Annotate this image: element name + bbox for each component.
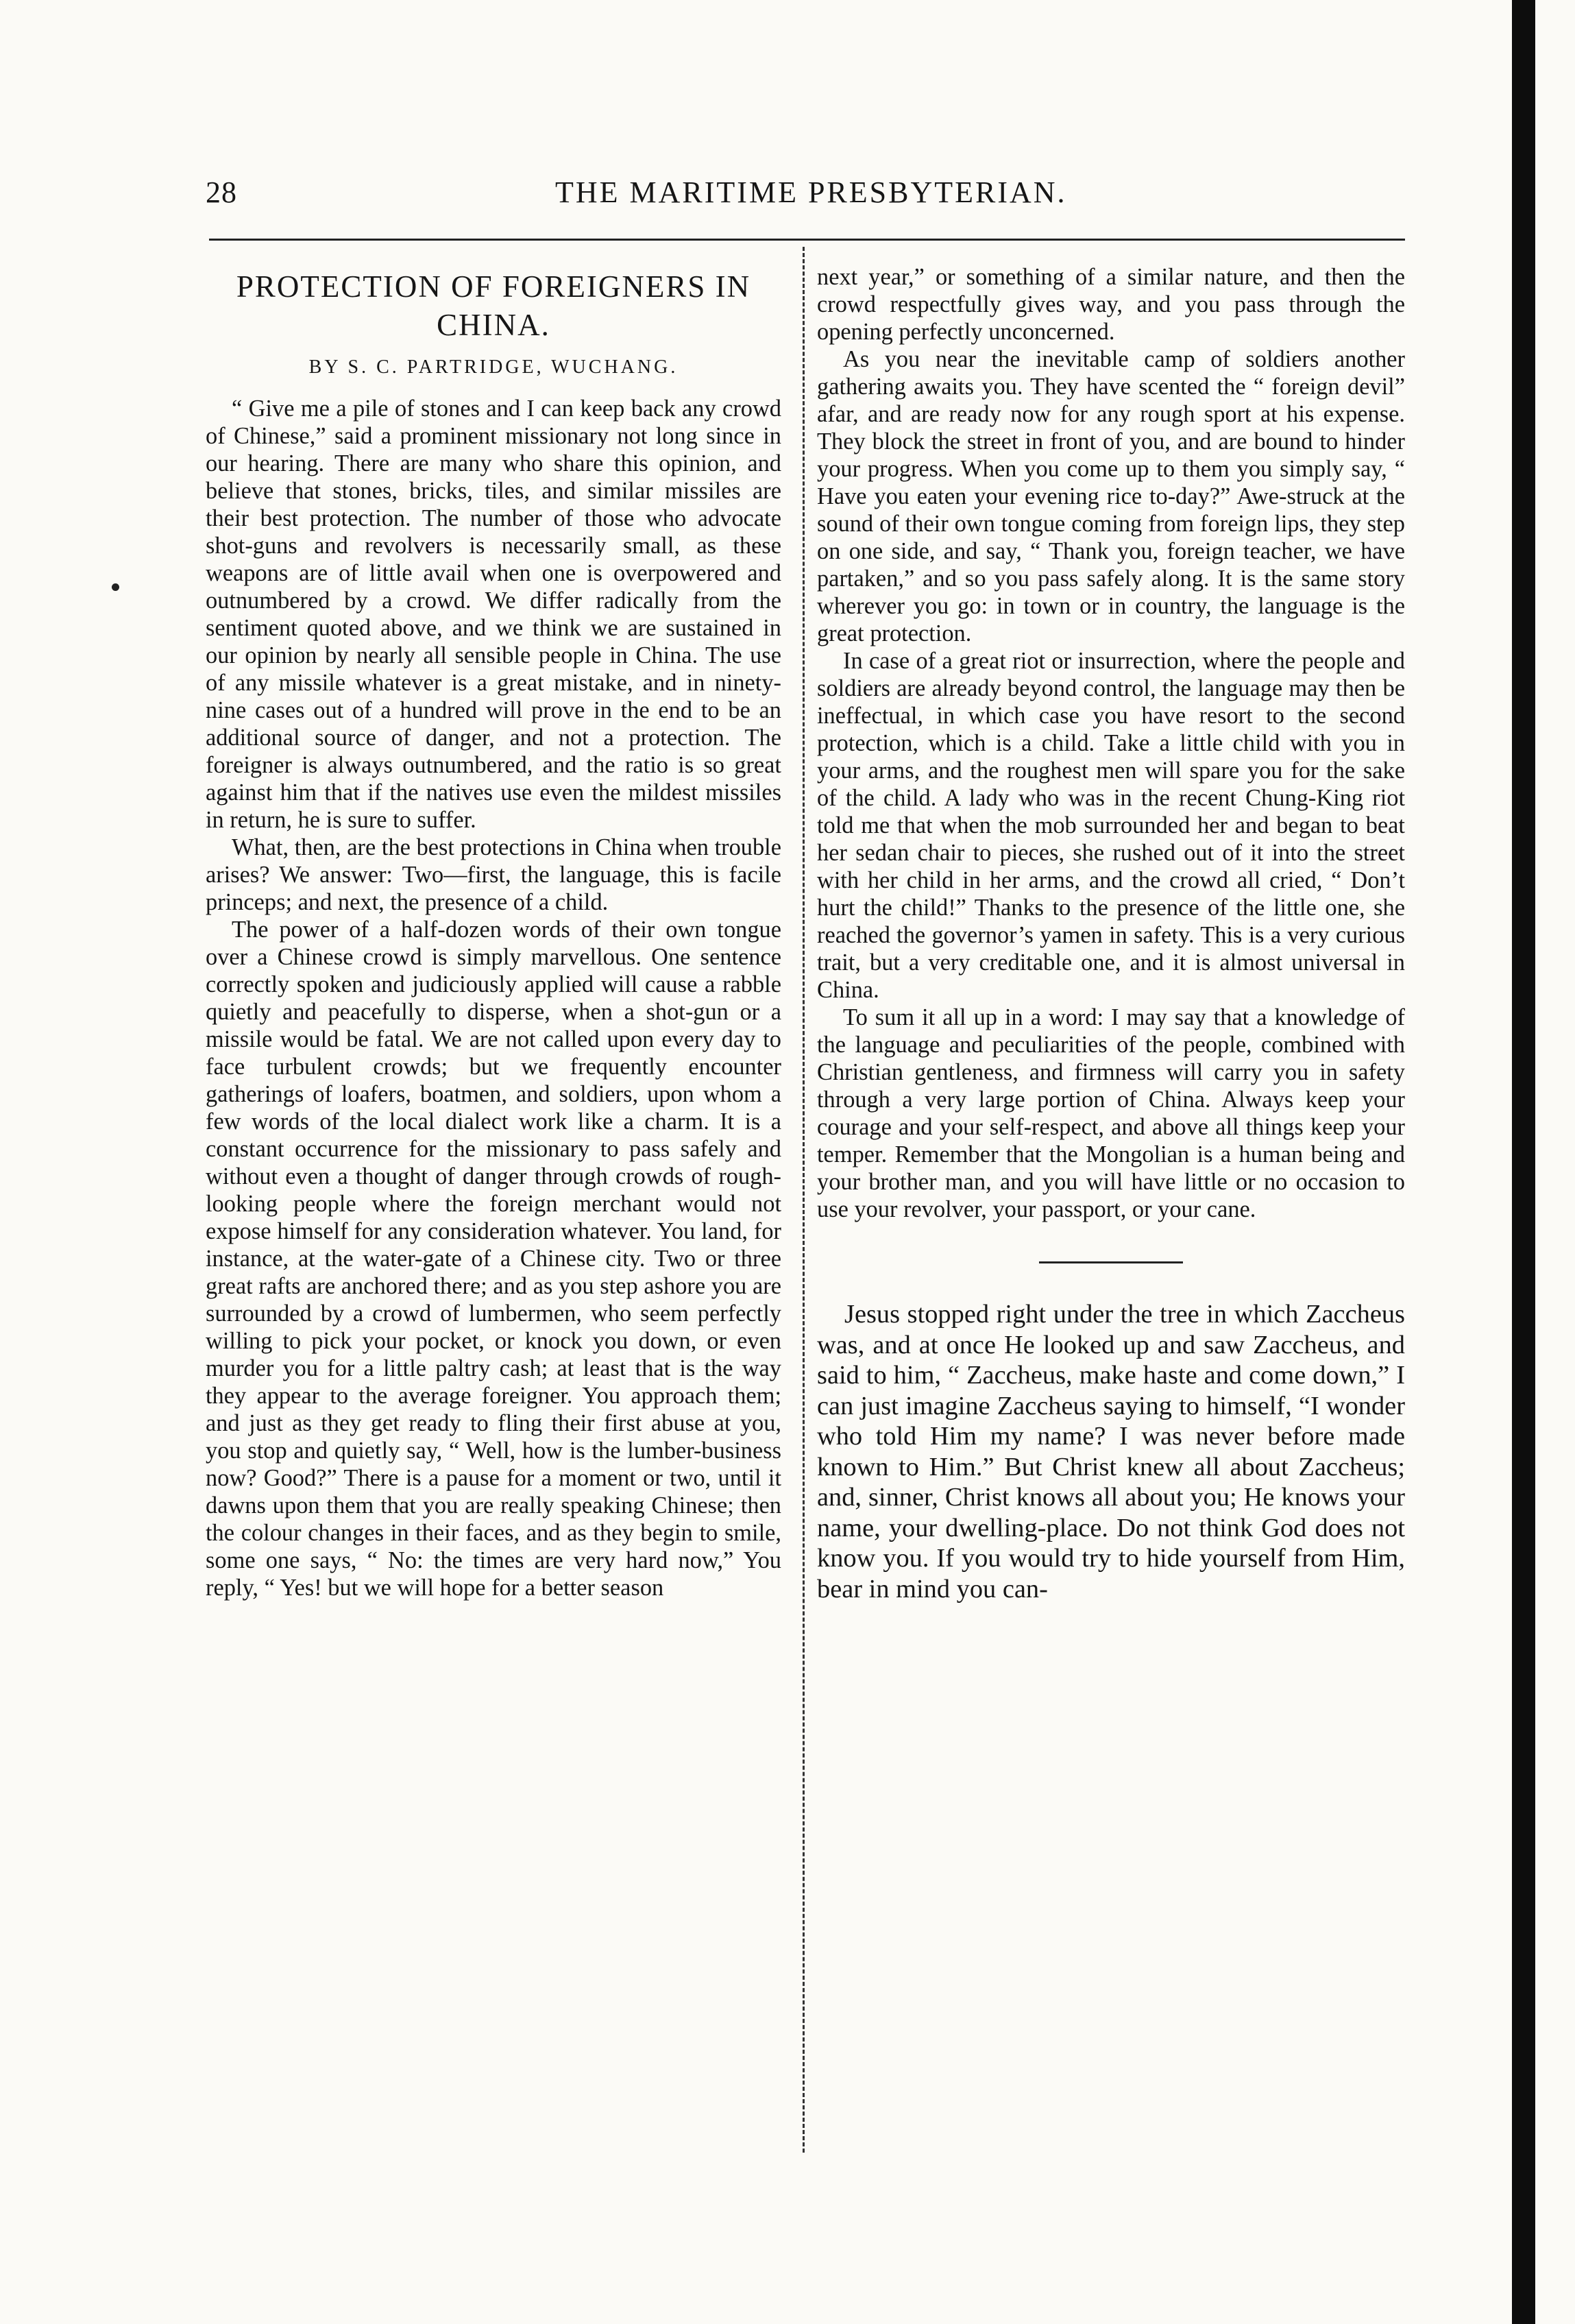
second-article [817,1299,1405,1604]
page-number: 28 [206,175,237,209]
article-paragraph: The power of a half-dozen words of their own tongue over a Chinese crowd is simply marvellous. One sentence correctly spoken and judiciously applied will cause a rabble quietly and peacefully to disperse, when a shot-gun or a missile would be fatal. We are not called upon every day to face turbulent crowds; but we frequently encounter gatherings of loafers, boatmen, and soldiers, upon whom a few words of the local dialect work like a charm. It is a constant occurrence for the missionary to pass safely and without even a thought of danger through crowds of rough-looking people where the foreign merchant would not expose himself for any consideration whatever. You land, for instance, at the water-gate of a Chinese city. Two or three great rafts are anchored there; and as you step ashore you are surrounded by a crowd of lumbermen, who seem perfectly willing to pick your pocket, or knock you down, or even murder you for a little paltry cash; at least that is the way they appear to the average foreigner. You approach them; and just as they get ready to fling their first abuse at you, you stop and quietly say, “ Well, how is the lumber-business now? Good?” There is a pause for a moment or two, until it dawns upon them that you are really speaking Chinese; then the colour changes in their faces, and as they begin to smile, some one says, “ No: the times are very hard now,” You reply, “ Yes! but we will hope for a better season [206,917,781,1601]
article-paragraph: To sum it all up in a word: I may say that a knowledge of the language and peculiarities of the people, combined with Christian gentleness, and firmness will carry you in safety through a very large portion of China. Always keep your courage and your self-respect, and above all things keep your temper. Remember that the Mongolian is a human being and your brother man, and you will have little or no occasion to use your revolver, your passport, or your cane. [817,1004,1405,1222]
article-title [206,267,781,344]
margin-mark [112,583,119,591]
scan-border [1512,0,1535,2324]
article-byline: BY S. C. PARTRIDGE, WUCHANG. [308,356,679,378]
right-column [817,263,1405,1604]
page-header [206,175,1405,223]
article-paragraph: next year,” or something of a similar nature, and then the crowd respectfully gives way, and you pass through the opening perfectly unconcerned. [817,264,1405,345]
left-column [206,267,781,1601]
article-title-line-2: CHINA. [437,308,550,342]
article-paragraph: What, then, are the best protections in China when trouble arises? We answer: Two—first, the language, this is facile princeps; and next, the presence of a child. [206,834,781,915]
column-divider [803,247,805,2153]
article-title-line-1: PROTECTION OF FOREIGNERS IN [236,269,751,304]
journal-title: THE MARITIME PRESBYTERIAN. [555,175,1067,209]
article-paragraph: In case of a great riot or insurrection, where the people and soldiers are already beyond control, the language may then be ineffectual, in which case you have resort to the second protection, which is a child. Take a little child with you in your arms, and the roughest men will spare you for the sake of the child. A lady who was in the recent Chung-King riot told me that when the mob surrounded her and began to beat her sedan chair to pieces, she rushed out of it into the street with her child in her arms, and the crowd all cried, “ Don’t hurt the child!” Thanks to the presence of the little one, she reached the governor’s yamen in safety. This is a very curious trait, but a very creditable one, and it is almost universal in China. [817,648,1405,1003]
article-paragraph: “ Give me a pile of stones and I can keep back any crowd of Chinese,” said a prominent missionary not long since in our hearing. There are many who share this opinion, and believe that stones, bricks, tiles, and similar missiles are their best protection. The number of those who advocate shot-guns and revolvers is necessarily small, as these weapons are of little avail when one is overpowered and outnumbered by a crowd. We differ radically from the sentiment quoted above, and we think we are sustained in our opinion by nearly all sensible people in China. The use of any missile whatever is a great mistake, and in ninety-nine cases out of a hundred will prove in the end to be an additional source of danger, and not a protection. The foreigner is always outnumbered, and the ratio is so great against him that if the natives use even the mildest missiles in return, he is sure to suffer. [206,396,781,833]
article-paragraph: As you near the inevitable camp of soldiers another gathering awaits you. They have scented the “ foreign devil” afar, and are ready now for any rough sport at his expense. They block the street in front of you, and are bound to hinder your progress. When you come up to them you simply say, “ Have you eaten your evening rice to-day?” Awe-struck at the sound of their own tongue coming from foreign lips, they step on one side, and say, “ Thank you, foreign teacher, we have partaken,” and so you pass safely along. It is the same story wherever you go: in town or in country, the language is the great protection. [817,346,1405,646]
second-article-paragraph: Jesus stopped right under the tree in which Zaccheus was, and at once He looked up and saw Zaccheus, and said to him, “ Zaccheus, make haste and come down,” I can just imagine Zaccheus saying to himself, “I wonder who told Him my name? I was never before made known to Him.” But Christ knew all about Zaccheus; and, sinner, Christ knows all about you; He knows your name, your dwelling-place. Do not think God does not know you. If you would try to hide yourself from Him, bear in mind you can- [817,1300,1405,1603]
section-divider [1039,1261,1183,1263]
header-rule [209,239,1405,241]
